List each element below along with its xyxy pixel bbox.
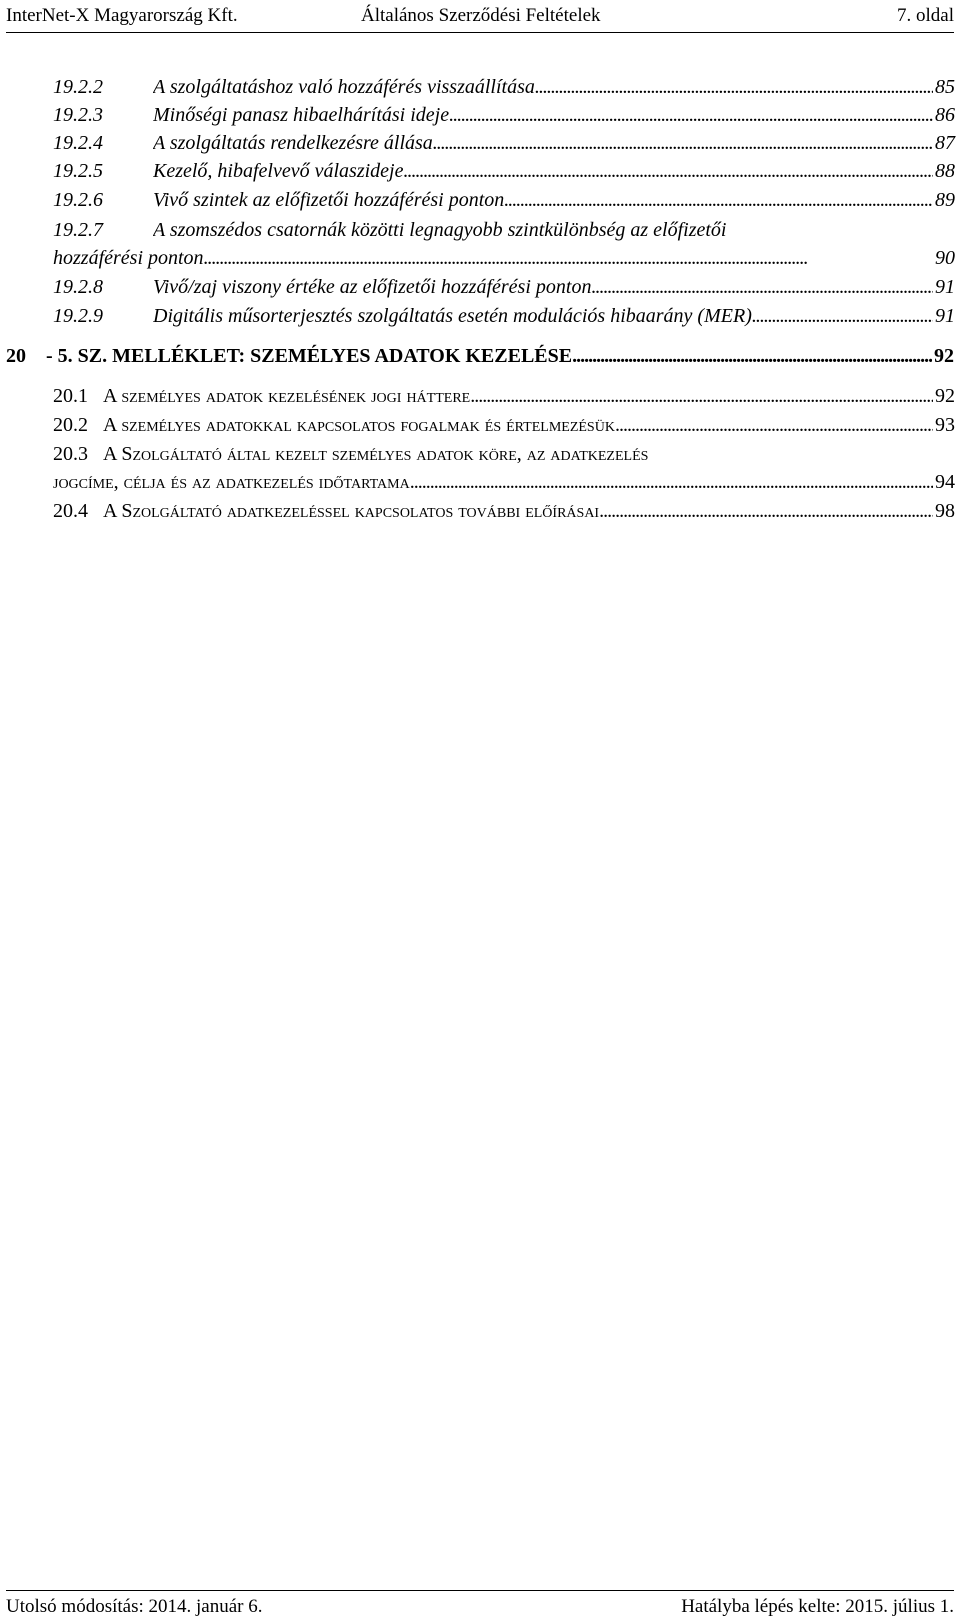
toc-entry-number: 20.4 xyxy=(53,500,88,522)
toc-leader-dots xyxy=(535,73,933,101)
toc-entry-number: 20.3 xyxy=(53,443,88,465)
toc-entry[interactable] xyxy=(53,129,955,157)
toc-entry[interactable] xyxy=(53,186,955,214)
toc-section-number: 20 xyxy=(6,345,26,367)
toc-entry-number: 19.2.7 xyxy=(53,219,103,241)
toc-leader-dots xyxy=(752,302,933,330)
toc-entry-title: A Szolgáltató által kezelt személyes adatok köre, az adatkezelés xyxy=(103,443,649,465)
toc-entry-number: 20.2 xyxy=(53,414,88,436)
toc-leader-dots xyxy=(204,244,933,272)
toc-entry-page: 86 xyxy=(935,104,955,126)
toc-entry-page: 98 xyxy=(935,500,955,522)
toc-entry-number: 19.2.6 xyxy=(53,189,103,211)
toc-section-page: 92 xyxy=(934,345,954,367)
toc-entry-page: 87 xyxy=(935,132,955,154)
toc-entry-number: 20.1 xyxy=(53,385,88,407)
toc-entry-page: 85 xyxy=(935,76,955,98)
toc-leader-dots xyxy=(410,468,933,496)
toc-leader-dots xyxy=(504,186,933,214)
toc-leader-dots xyxy=(591,273,933,301)
toc-entry-title: Minőségi panasz hibaelhárítási ideje xyxy=(153,104,450,126)
toc-entry-title: Vivő szintek az előfizetői hozzáférési ponton xyxy=(153,189,505,211)
toc-entry-title-continuation: hozzáférési ponton xyxy=(53,247,204,269)
toc-entry-title: A személyes adatok kezelésének jogi háttere xyxy=(103,385,471,407)
toc-entry-number: 19.2.2 xyxy=(53,76,103,98)
toc-entry-page: 89 xyxy=(935,189,955,211)
toc-entry-title: A szolgáltatás rendelkezésre állása xyxy=(153,132,433,154)
toc-entry[interactable] xyxy=(53,157,955,185)
toc-section-20[interactable] xyxy=(6,341,954,371)
toc-leader-dots xyxy=(449,101,933,129)
toc-entry[interactable] xyxy=(53,440,955,468)
toc-entry-title: A szolgáltatáshoz való hozzáférés visszaállítása xyxy=(153,76,535,98)
toc-entry[interactable] xyxy=(53,497,955,525)
toc-leader-dots xyxy=(599,497,933,525)
toc-entry-number: 19.2.8 xyxy=(53,276,103,298)
toc-entry[interactable] xyxy=(53,216,955,244)
toc-entry-page: 94 xyxy=(935,471,955,493)
toc-entry-continuation[interactable] xyxy=(53,468,955,496)
toc-entry[interactable] xyxy=(53,273,955,301)
toc-entry-number: 19.2.4 xyxy=(53,132,103,154)
toc-leader-dots xyxy=(470,382,933,410)
toc-entry-page: 92 xyxy=(935,385,955,407)
toc-entry[interactable] xyxy=(53,73,955,101)
header-company: InterNet-X Magyarország Kft. xyxy=(6,5,238,26)
header-document-title: Általános Szerződési Feltételek xyxy=(361,5,601,26)
toc-entry[interactable] xyxy=(53,382,955,410)
toc-entry-number: 19.2.9 xyxy=(53,305,103,327)
toc-leader-dots xyxy=(433,129,933,157)
toc-leader-dots xyxy=(403,157,933,185)
header-page-number: 7. oldal xyxy=(897,5,954,26)
toc-entry-continuation[interactable] xyxy=(53,244,955,272)
toc-entry-number: 19.2.3 xyxy=(53,104,103,126)
toc-entry-page: 91 xyxy=(935,305,955,327)
toc-leader-dots xyxy=(615,411,933,439)
page-footer xyxy=(6,1590,954,1621)
toc-entry-title: Vivő/zaj viszony értéke az előfizetői hozzáférési ponton xyxy=(153,276,592,298)
toc-entry-title: A szomszédos csatornák közötti legnagyobb szintkülönbség az előfizetői xyxy=(153,219,727,241)
footer-last-modified: Utolsó módosítás: 2014. január 6. xyxy=(6,1596,263,1617)
toc-entry-number: 19.2.5 xyxy=(53,160,103,182)
toc-entry-title: Digitális műsorterjesztés szolgáltatás esetén modulációs hibaarány (MER) xyxy=(153,305,752,327)
page-header xyxy=(6,4,954,33)
toc-leader-dots xyxy=(572,341,932,371)
toc-section-title: - 5. SZ. MELLÉKLET: SZEMÉLYES ADATOK KEZELÉSE xyxy=(46,345,573,367)
toc-entry-page: 91 xyxy=(935,276,955,298)
toc-entry-page: 90 xyxy=(935,247,955,269)
toc-entry[interactable] xyxy=(53,302,955,330)
toc-entry-title: Kezelő, hibafelvevő válaszideje xyxy=(153,160,404,182)
toc-entry[interactable] xyxy=(53,411,955,439)
toc-entry-title-continuation: jogcíme, célja és az adatkezelés időtartama xyxy=(53,471,410,493)
toc-entry-title: A Szolgáltató adatkezeléssel kapcsolatos további előírásai xyxy=(103,500,600,522)
toc-entry-page: 93 xyxy=(935,414,955,436)
toc-entry-page: 88 xyxy=(935,160,955,182)
footer-effective-date: Hatályba lépés kelte: 2015. július 1. xyxy=(681,1596,954,1617)
toc-entry[interactable] xyxy=(53,101,955,129)
toc-entry-title: A személyes adatokkal kapcsolatos fogalmak és értelmezésük xyxy=(103,414,615,436)
